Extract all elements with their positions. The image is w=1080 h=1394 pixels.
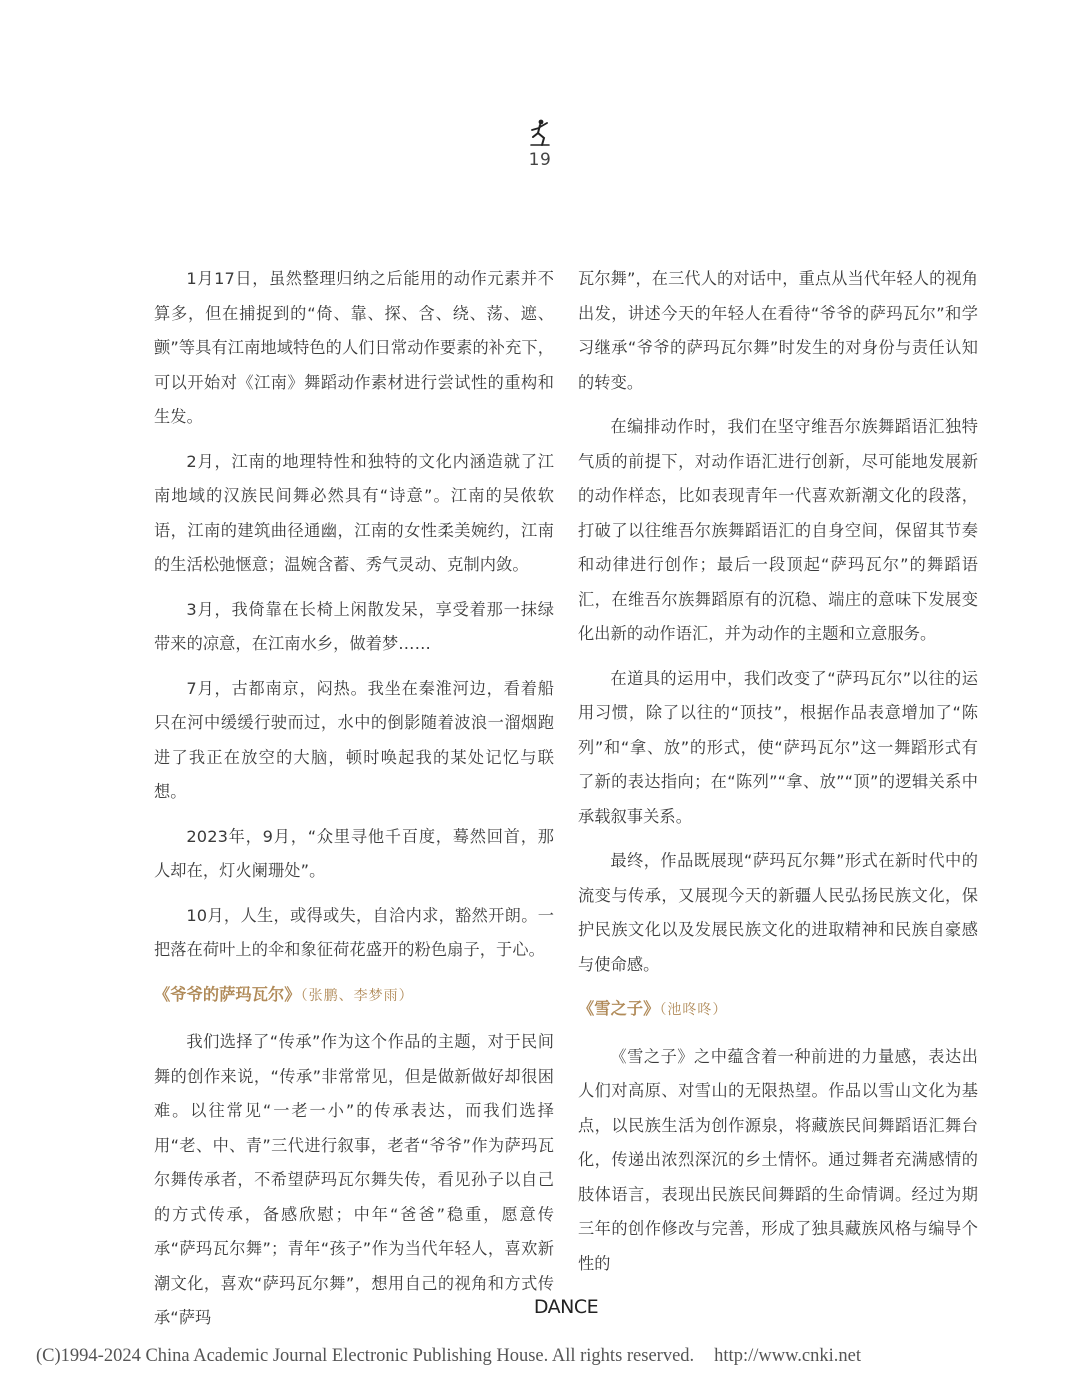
paragraph: 2月，江南的地理特性和独特的文化内涵造就了江南地域的汉族民间舞必然具有“诗意”。江南的吴侬软语，江南的建筑曲径通幽，江南的女性柔美婉约，江南的生活松弛惬意；温婉含蓄、秀气灵动、克制内敛。 [154,451,554,574]
section-authors: （池咚咚） [659,1002,728,1018]
paragraph: 我们选择了“传承”作为这个作品的主题，对于民间舞的创作来说，“传承”非常常见，但是做新做好却很困难。以往常见“一老一小”的传承表达，而我们选择用“老、中、青”三代进行叙事，老者“爷爷”作为萨玛瓦尔舞传承者，不希望萨玛瓦尔舞失传，看见孙子以自己的方式传承，备感欣慰；中年“爸爸”稳重，愿意传承“萨玛瓦尔舞”；青年“孩子”作为当代年轻人，喜欢新潮文化，喜欢“萨玛瓦尔舞”，想用自己的视角和方式传承“萨玛 [154,1032,554,1327]
paragraph: 在编排动作时，我们在坚守维吾尔族舞蹈语汇独特气质的前提下，对动作语汇进行创新，尽可能地发展新的动作样态，比如表现青年一代喜欢新潮文化的段落，打破了以往维吾尔族舞蹈语汇的自身空间，保留其节奏和动律进行创作；最后一段顶起“萨玛瓦尔”的舞蹈语汇，在维吾尔族舞蹈原有的沉稳、端庄的意味下发展变化出新的动作语汇，并为动作的主题和立意服务。 [578,417,978,643]
paragraph: 10月，人生，或得或失，自洽内求，豁然开朗。一把落在荷叶上的伞和象征荷花盛开的粉色扇子，于心。 [154,905,554,959]
paragraph: 2023年，9月，“众里寻他千百度，蓦然回首，那人却在，灯火阑珊处”。 [154,826,554,880]
paragraph: 7月，古都南京，闷热。我坐在秦淮河边，看着船只在河中缓缓行驶而过，水中的倒影随着波浪一溜烟跑进了我正在放空的大脑，顿时唤起我的某处记忆与联想。 [154,678,554,801]
section-heading [154,978,554,1014]
section-authors: （张鹏、李梦雨） [300,987,414,1004]
page-number: 19 [528,150,552,170]
section-work-title: 《雪之子》 [578,999,660,1018]
section-work-title: 《爷爷的萨玛瓦尔》 [154,984,301,1004]
copyright-line [36,1346,861,1367]
paragraph: 1月17日，虽然整理归纳之后能用的动作元素并不算多，但在捕捉到的“倚、靠、探、含、绕、荡、遮、颤”等具有江南地域特色的人们日常动作要素的补充下，可以开始对《江南》舞蹈动作素材进行尝试性的重构和生发。 [154,269,554,426]
website-link[interactable]: http://www.cnki.net [714,1346,861,1366]
paragraph: 《雪之子》之中蕴含着一种前进的力量感，表达出人们对高原、对雪山的无限热望。作品以雪山文化为基点，以民族生活为创作源泉，将藏族民间舞蹈语汇舞台化，传递出浓烈深沉的乡土情怀。通过舞者充满感情的肢体语言，表现出民族民间舞蹈的生命情调。经过为期三年的创作修改与完善，形成了独具藏族风格与编导个性的 [578,1046,978,1273]
journal-footer-label: DANCE [533,1296,599,1318]
right-column [578,262,978,1291]
dancer-icon [529,118,551,148]
section-heading [578,992,978,1028]
copyright-text: (C)1994-2024 China Academic Journal Electronic Publishing House. All rights reserved. [36,1346,695,1366]
page-header [0,118,1080,170]
paragraph: 3月，我倚靠在长椅上闲散发呆，享受着那一抹绿带来的凉意，在江南水乡，做着梦…… [154,599,554,653]
left-column [154,262,554,1346]
paragraph-continued: 瓦尔舞”，在三代人的对话中，重点从当代年轻人的视角出发，讲述今天的年轻人在看待“爷爷的萨玛瓦尔”和学习继承“爷爷的萨玛瓦尔舞”时发生的对身份与责任认知的转变。 [578,269,978,392]
paragraph: 最终，作品既展现“萨玛瓦尔舞”形式在新时代中的流变与传承，又展现今天的新疆人民弘扬民族文化，保护民族文化以及发展民族文化的进取精神和民族自豪感与使命感。 [578,851,978,974]
paragraph: 在道具的运用中，我们改变了“萨玛瓦尔”以往的运用习惯，除了以往的“顶技”，根据作品表意增加了“陈列”和“拿、放”的形式，使“萨玛瓦尔”这一舞蹈形式有了新的表达指向；在“陈列”“拿、放”“顶”的逻辑关系中承载叙事关系。 [578,668,978,826]
